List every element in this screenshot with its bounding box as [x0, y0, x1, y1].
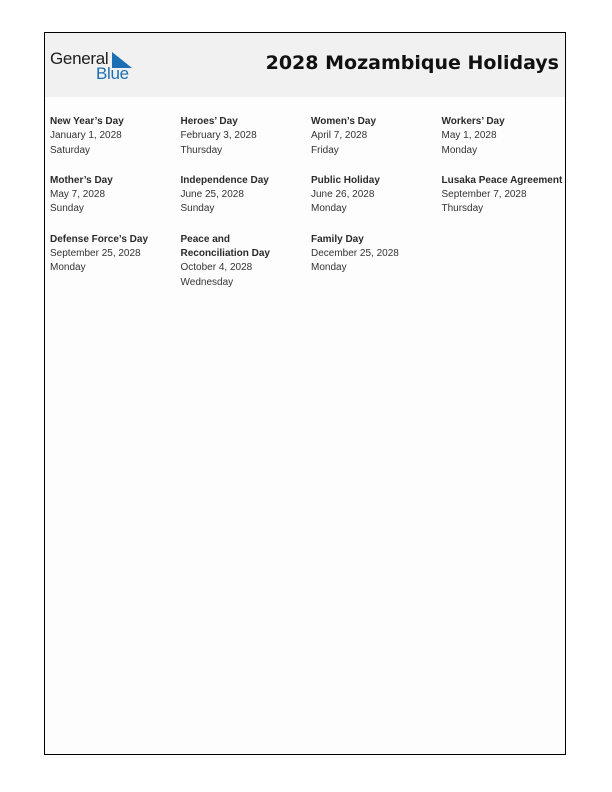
holiday-date: December 25, 2028 [311, 248, 399, 260]
holiday-weekday: Saturday [50, 144, 91, 156]
holiday-name: Women’s Day [311, 116, 377, 127]
holiday-weekday: Friday [311, 144, 339, 156]
holiday-date: January 1, 2028 [50, 130, 122, 142]
holiday-date: May 7, 2028 [50, 189, 106, 201]
holiday-name: Lusaka Peace Agreement [441, 174, 563, 186]
holiday-name: Defense Force’s Day [50, 233, 149, 245]
holiday-date: June 26, 2028 [311, 189, 375, 201]
holiday-date: September 7, 2028 [441, 189, 527, 201]
holiday-date: September 25, 2028 [50, 248, 141, 260]
holiday-item [442, 174, 566, 217]
holiday-item [311, 174, 442, 217]
holiday-weekday: Monday [311, 203, 347, 215]
page-frame [44, 32, 566, 755]
holiday-name: New Year’s Day [50, 116, 124, 127]
holiday-name: Public Holiday [311, 174, 380, 186]
holiday-weekday: Sunday [180, 203, 215, 215]
holiday-weekday: Monday [50, 262, 86, 274]
holiday-weekday: Wednesday [180, 276, 234, 288]
holiday-weekday: Thursday [441, 203, 484, 215]
holiday-item [311, 115, 442, 158]
page-title: 2028 Mozambique Holidays [265, 52, 559, 74]
holiday-date: February 3, 2028 [180, 130, 257, 142]
holiday-item [50, 115, 181, 158]
holiday-item [50, 233, 181, 290]
holiday-date: April 7, 2028 [311, 130, 368, 142]
holiday-date: May 1, 2028 [441, 130, 497, 142]
holiday-name: Peace and Reconciliation Day [180, 233, 270, 260]
header [45, 33, 565, 97]
holiday-grid [50, 115, 565, 290]
holiday-name: Heroes’ Day [180, 116, 238, 127]
holiday-weekday: Monday [311, 262, 347, 274]
holiday-name: Independence Day [180, 174, 269, 186]
holiday-name: Family Day [311, 233, 364, 245]
logo-general-text: General [50, 49, 109, 68]
holiday-item [50, 174, 181, 217]
logo-blue-text: Blue [96, 64, 129, 83]
holiday-date: October 4, 2028 [180, 262, 253, 274]
generalblue-logo[interactable] [50, 49, 140, 83]
holiday-name: Mother’s Day [50, 174, 113, 186]
holiday-item [311, 233, 442, 290]
holiday-item [181, 233, 312, 290]
holiday-weekday: Sunday [50, 203, 84, 215]
holiday-name: Workers’ Day [441, 116, 505, 127]
holiday-item [181, 115, 312, 158]
holiday-item [181, 174, 312, 217]
holiday-weekday: Thursday [180, 144, 223, 156]
holiday-date: June 25, 2028 [180, 189, 244, 201]
holiday-item [442, 115, 566, 158]
holiday-weekday: Monday [441, 144, 478, 156]
